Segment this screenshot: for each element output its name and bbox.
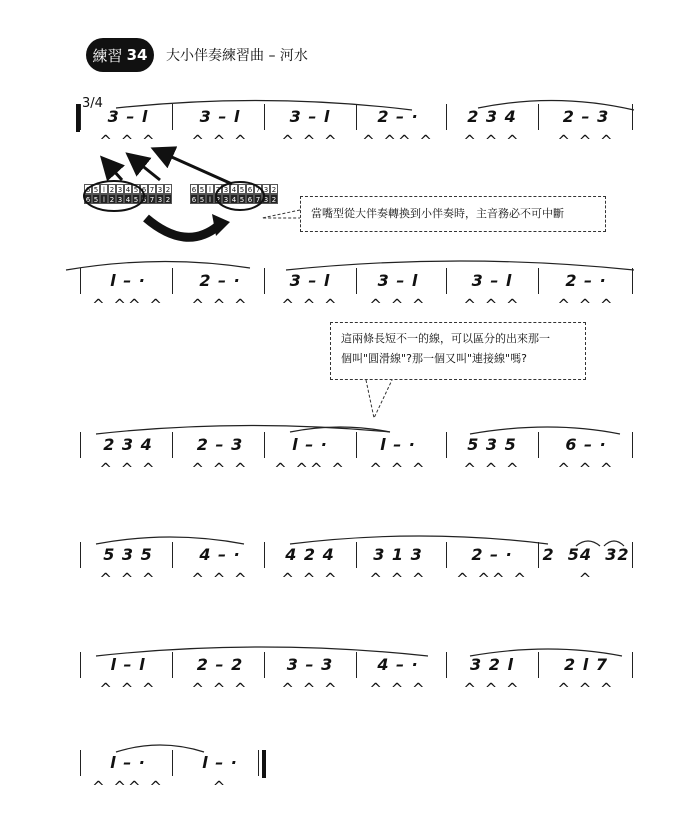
callout2-pointer [366, 380, 392, 418]
row1-measure-2-accompaniment: ^ ^ ^ [191, 132, 249, 150]
keyboard-key: 6 [247, 186, 253, 194]
keyboard-key: 5 [239, 196, 245, 204]
arrow-3 [156, 150, 232, 184]
row1-measure-4-notes: 2 – · [377, 107, 419, 126]
keyboard-key: 3 [263, 196, 269, 204]
keyboard-key: 2 [109, 186, 115, 194]
keyboard-key: 5 [199, 186, 205, 194]
keyboard-key: 7 [149, 196, 155, 204]
row4-measure-1-accompaniment: ^ ^ ^ [99, 570, 157, 588]
row1-measure-1-accompaniment: ^ ^ ^ [99, 132, 157, 150]
row5-measure-3-accompaniment: ^ ^ ^ [281, 680, 339, 698]
keyboard-key: l [206, 184, 214, 194]
keyboard-key: l [206, 194, 214, 204]
time-signature: 3/4 [82, 96, 103, 111]
keyboard-key: 3 [263, 186, 269, 194]
row5-measure-1-accompaniment: ^ ^ ^ [99, 680, 157, 698]
keyboard-key: 6 [85, 196, 91, 204]
keyboard-key: 7 [149, 186, 155, 194]
slur-row4-a [96, 537, 244, 544]
row5-measure-6-accompaniment: ^ ^ ^ [557, 680, 615, 698]
row2-measure-4-accompaniment: ^ ^ ^ [369, 296, 427, 314]
row6-measure-1-accompaniment: ^ ^^ ^ [92, 778, 164, 796]
keyboard-key: 7 [255, 196, 261, 204]
row3-measure-3-accompaniment: ^ ^^ ^ [274, 460, 346, 478]
keyboard-key: 6 [85, 186, 91, 194]
row5-measure-4-accompaniment: ^ ^ ^ [369, 680, 427, 698]
row1-measure-2-notes: 3 – l [199, 107, 241, 126]
row3-measure-2-accompaniment: ^ ^ ^ [191, 460, 249, 478]
callout-slur-tie-line1: 這兩條長短不一的線，可以區分的出來那一 [341, 332, 550, 345]
row4-measure-4-notes: 3 1 3 [373, 545, 423, 564]
row2-measure-1-notes: l – · [110, 271, 146, 290]
keyboard-key: 3 [117, 186, 123, 194]
row3-measure-1-notes: 2 3 4 [103, 435, 153, 454]
row2-measure-3-notes: 3 – l [289, 271, 331, 290]
row3-measure-3-notes: l – · [292, 435, 328, 454]
row2-measure-6-notes: 2 – · [565, 271, 607, 290]
row2-measure-2-accompaniment: ^ ^ ^ [191, 296, 249, 314]
arrow-2 [130, 156, 160, 180]
row4-measure-6-accompaniment: ^ [578, 570, 594, 588]
row1-measure-4-accompaniment: ^ ^^ ^ [362, 132, 434, 150]
row4-measure-3-notes: 4 2 4 [285, 545, 335, 564]
row3-measure-5-notes: 5 3 5 [467, 435, 517, 454]
keyboard-key: 3 [117, 196, 123, 204]
arrow-1 [104, 160, 122, 180]
row4-measure-2-accompaniment: ^ ^ ^ [191, 570, 249, 588]
row2-measure-5-notes: 3 – l [471, 271, 513, 290]
keyboard-key: 5 [199, 196, 205, 204]
row2-measure-3-accompaniment: ^ ^ ^ [281, 296, 339, 314]
row5-measure-2-notes: 2 – 2 [196, 655, 244, 674]
row4-measure-6-notes: 2 54 32 [542, 545, 630, 564]
row4-measure-5-accompaniment: ^ ^^ ^ [456, 570, 528, 588]
callout-slur-tie-line2: 個叫"圓滑線"?那一個又叫"連接線"嗎? [341, 352, 527, 365]
keyboard-key: 4 [231, 186, 237, 194]
row4-measure-1-notes: 5 3 5 [103, 545, 153, 564]
keyboard-key: 4 [125, 186, 131, 194]
row5-measure-3-notes: 3 – 3 [286, 655, 334, 674]
keyboard-key: 6 [247, 196, 253, 204]
row3-measure-5-accompaniment: ^ ^ ^ [463, 460, 521, 478]
row1-measure-6-accompaniment: ^ ^ ^ [557, 132, 615, 150]
row1-measure-5-notes: 2 3 4 [467, 107, 517, 126]
row4-measure-5-notes: 2 – · [471, 545, 513, 564]
row1-measure-3-accompaniment: ^ ^ ^ [281, 132, 339, 150]
keyboard-key: 6 [191, 186, 197, 194]
keyboard-key: 4 [125, 196, 131, 204]
keyboard-key: 5 [133, 186, 139, 194]
keyboard-key: 4 [231, 196, 237, 204]
keyboard-key: 3 [157, 196, 163, 204]
row1-measure-6-notes: 2 – 3 [562, 107, 610, 126]
slur-row4-b [290, 536, 548, 544]
keyboard-key: 5 [93, 196, 99, 204]
row3-measure-4-accompaniment: ^ ^ ^ [369, 460, 427, 478]
row5-measure-5-notes: 3 2 l [470, 655, 514, 674]
row2-measure-1-accompaniment: ^ ^^ ^ [92, 296, 164, 314]
keyboard-key: l [100, 184, 108, 194]
slur-row1-a [116, 100, 412, 110]
slur-row2-b [286, 261, 634, 270]
row5-measure-4-notes: 4 – · [377, 655, 419, 674]
curved-arrow [146, 218, 218, 237]
keyboard-highlight-right [216, 182, 264, 210]
slur-row3-c [470, 427, 620, 434]
row1-measure-1-notes: 3 – l [107, 107, 149, 126]
keyboard-key: 2 [271, 196, 277, 204]
keyboard-key: 3 [223, 196, 229, 204]
keyboard-key: 6 [141, 196, 147, 204]
keyboard-key: 3 [223, 186, 229, 194]
row3-measure-1-accompaniment: ^ ^ ^ [99, 460, 157, 478]
keyboard-key: 2 [165, 196, 171, 204]
row4-measure-3-accompaniment: ^ ^ ^ [281, 570, 339, 588]
keyboard-key: 3 [157, 186, 163, 194]
badge-number: 34 [126, 46, 148, 64]
row3-measure-6-notes: 6 – · [565, 435, 607, 454]
row1-measure-3-notes: 3 – l [289, 107, 331, 126]
row4-measure-4-accompaniment: ^ ^ ^ [369, 570, 427, 588]
keyboard-key: 6 [191, 196, 197, 204]
slur-row5-b [470, 649, 622, 656]
row3-measure-6-accompaniment: ^ ^ ^ [557, 460, 615, 478]
page-title: 大小伴奏練習曲 – 河水 [166, 48, 308, 64]
row2-measure-5-accompaniment: ^ ^ ^ [463, 296, 521, 314]
slur-row4-d [604, 541, 624, 546]
keyboard-key: 5 [133, 196, 139, 204]
row3-measure-4-notes: l – · [380, 435, 416, 454]
slur-row4-c [576, 541, 600, 546]
row2-measure-6-accompaniment: ^ ^ ^ [557, 296, 615, 314]
slur-row6 [116, 745, 204, 752]
row5-measure-6-notes: 2 l 7 [564, 655, 608, 674]
row6-measure-2-notes: l – · [202, 753, 238, 772]
keyboard-key: 2 [215, 196, 221, 204]
row6-measure-1-notes: l – · [110, 753, 146, 772]
row3-measure-2-notes: 2 – 3 [196, 435, 244, 454]
badge-prefix: 練習 [92, 46, 123, 65]
keyboard-key: 2 [271, 186, 277, 194]
keyboard-key: 7 [255, 186, 261, 194]
keyboard-key: 2 [165, 186, 171, 194]
row5-measure-2-accompaniment: ^ ^ ^ [191, 680, 249, 698]
keyboard-key: 5 [93, 186, 99, 194]
keyboard-key: l [100, 194, 108, 204]
keyboard-key: 2 [109, 196, 115, 204]
row5-measure-1-notes: l – l [110, 655, 146, 674]
callout-transition-text: 當嘴型從大伴奏轉換到小伴奏時，主音務必不可中斷 [311, 207, 564, 220]
row6-measure-2-accompaniment: ^ [212, 778, 228, 796]
callout1-pointer [262, 210, 300, 218]
slur-row5-a [96, 647, 428, 656]
row2-measure-2-notes: 2 – · [199, 271, 241, 290]
slur-row2-a [66, 261, 250, 270]
keyboard-highlight-left [84, 181, 144, 211]
keyboard-key: 6 [141, 186, 147, 194]
row2-measure-4-notes: 3 – l [377, 271, 419, 290]
row5-measure-5-accompaniment: ^ ^ ^ [463, 680, 521, 698]
keyboard-key: 5 [239, 186, 245, 194]
row4-measure-2-notes: 4 – · [199, 545, 241, 564]
row1-measure-5-accompaniment: ^ ^ ^ [463, 132, 521, 150]
slur-row1-b [478, 100, 634, 110]
keyboard-key: 2 [215, 186, 221, 194]
